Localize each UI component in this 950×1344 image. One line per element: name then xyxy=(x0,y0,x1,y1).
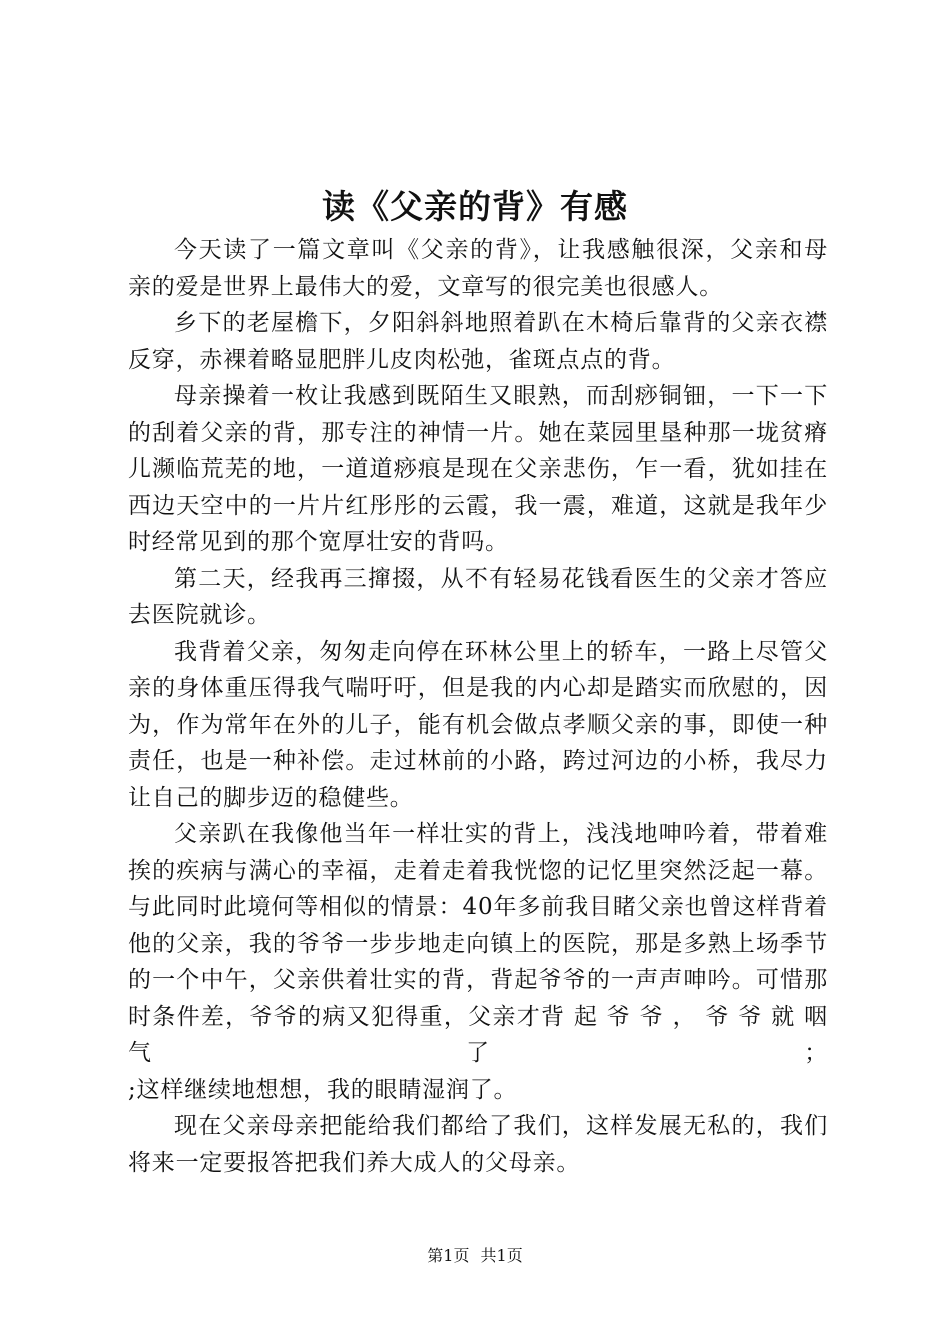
paragraph-2: 乡下的老屋檐下，夕阳斜斜地照着趴在木椅后靠背的父亲衣襟反穿，赤裸着略显肥胖儿皮肉松弛，雀斑点点的背。 xyxy=(128,310,828,373)
paragraph-6 xyxy=(128,816,828,1072)
page-total: 共1页 xyxy=(480,1246,523,1265)
page-number: 第1页 xyxy=(427,1246,470,1265)
paragraph-7: 现在父亲母亲把能给我们都给了我们，这样发展无私的，我们将来一定要报答把我们养大成人的父母亲。 xyxy=(128,1113,828,1176)
paragraph-3: 母亲操着一枚让我感到既陌生又眼熟，而刮痧铜钿，一下一下的刮着父亲的背，那专注的神情一片。她在菜园里垦种那一垅贫瘠儿濒临荒芜的地，一道道痧痕是现在父亲悲伤，乍一看，犹如挂在西边天空中的一片片红彤彤的云霞，我一震，难道，这就是我年少时经常见到的那个宽厚壮安的背吗。 xyxy=(128,383,828,555)
paragraph-6-continuation: ;这样继续地想想，我的眼睛湿润了。 xyxy=(128,1076,518,1103)
document-title: 读《父亲的背》有感 xyxy=(322,187,628,226)
paragraph-6-main: 父亲趴在我像他当年一样壮实的背上，浅浅地呻吟着，带着难挨的疾病与满心的幸福，走着走着我恍惚的记忆里突然泛起一幕。与此同时此境何等相似的情景：40年多前我目睹父亲也曾这样背着他的父亲，我的爷爷一步步地走向镇上的医院，那是多熟上场季节的一个中午，父亲供着壮实的背，背起爷爷的一声声呻吟。可惜那时条件差，爷爷的病又犯得重，父亲才背 起 爷 爷 ， 爷 爷 就 咽 气 了 ； xyxy=(128,821,828,1066)
paragraph-5: 我背着父亲，匆匆走向停在环林公里上的轿车，一路上尽管父亲的身体重压得我气喘吁吁，但是我的内心却是踏实而欣慰的，因为，作为常年在外的儿子，能有机会做点孝顺父亲的事，即使一种责任，也是一种补偿。走过林前的小路，跨过河边的小桥，我尽力让自己的脚步迈的稳健些。 xyxy=(128,638,828,811)
document-body xyxy=(128,232,828,1181)
page-footer xyxy=(0,1245,950,1267)
paragraph-1: 今天读了一篇文章叫《父亲的背》，让我感触很深，父亲和母亲的爱是世界上最伟大的爱，文章写的很完美也很感人。 xyxy=(128,237,828,300)
paragraph-4: 第二天，经我再三撺掇，从不有轻易花钱看医生的父亲才答应去医院就诊。 xyxy=(128,565,828,628)
